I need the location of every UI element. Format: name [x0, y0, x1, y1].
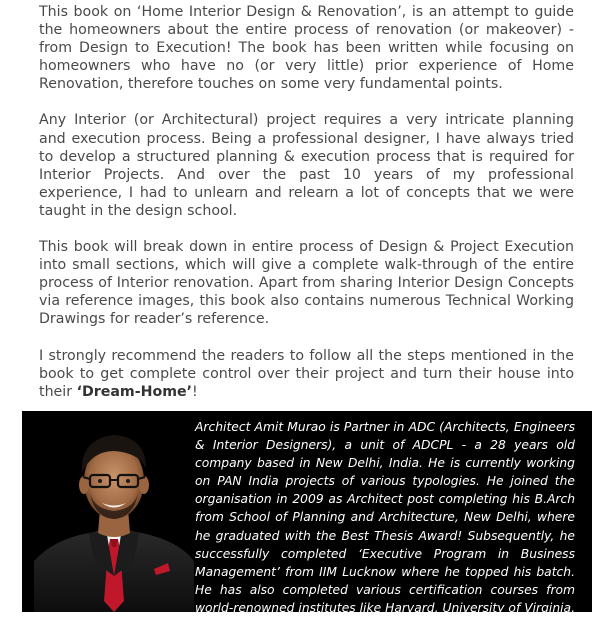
intro-paragraph-4: [39, 347, 574, 401]
author-portrait: [34, 411, 204, 612]
intro-p4-text: I strongly recommend the readers to follow all the steps mentioned in the book to get complete control over their project and turn their house into their: [39, 347, 574, 400]
intro-p4-end: !: [192, 383, 198, 400]
intro-paragraph-1: This book on ‘Home Interior Design & Renovation’, is an attempt to guide the homeowners about the entire process of renovation (or makeover) - from Design to Execution! The book has been written while focusing on homeowners who have no (or very little) prior experience of Home Renovation, therefore touches on some very fundamental points.: [39, 4, 574, 93]
book-introduction: [39, 3, 574, 401]
dream-home-emphasis: ‘Dream-Home’: [76, 383, 193, 400]
intro-paragraph-3: This book will break down in entire process of Design & Project Execution into small sections, which will give a complete walk-through of the entire process of Interior renovation. Apart from sharing Interior Design Concepts via reference images, this book also contains numerous Technical Working Drawings for reader’s reference.: [39, 239, 574, 328]
author-bio-panel: [22, 411, 592, 634]
intro-paragraph-2: Any Interior (or Architectural) project requires a very intricate planning and execution process. Being a professional designer, I have always tried to develop a structured planning & execution process that is required for Interior Projects. And over the past 10 years of my professional experience, I had to unlearn and relearn a lot of concepts that we were taught in the design school.: [39, 112, 574, 219]
author-portrait-illustration: [34, 411, 204, 612]
author-bio-text: Architect Amit Murao is Partner in ADC (Architects, Engineers & Interior Designers), a unit of ADCPL - a 28 years old company based in New Delhi, India. He is currently working on PAN India projects of various typologies. He joined the organisation in 2009 as Architect post completing his B.Arch from School of Planning and Architecture, New Delhi, where he graduated with the Best Thesis Award! Subsequently, he successfully completed ‘Executive Program in Business Management’ from IIM Lucknow where he topped his batch. He has also completed various certification courses from world-renowned institutes like Harvard, University of Virginia, IIT Roorkee, etc.: [195, 420, 575, 634]
